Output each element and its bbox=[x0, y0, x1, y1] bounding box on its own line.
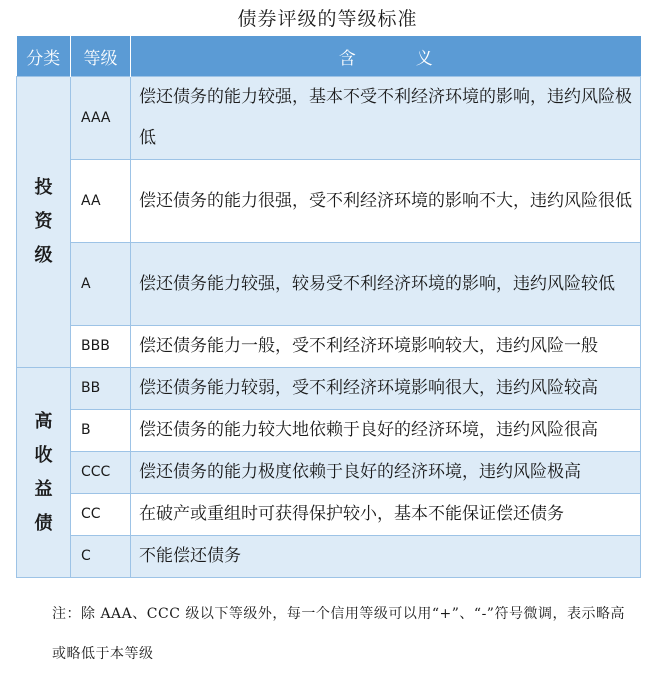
grade-cell: CC bbox=[71, 494, 131, 536]
category-label: 投资级 bbox=[34, 177, 53, 266]
category-cell bbox=[17, 77, 71, 368]
header-grade: 等级 bbox=[71, 36, 131, 77]
grade-cell: AA bbox=[71, 160, 131, 243]
table-row bbox=[17, 452, 641, 494]
footnote: 注：除 AAA、CCC 级以下等级外，每一个信用等级可以用“+”、“-”符号微调，表示略高或略低于本等级 bbox=[52, 606, 625, 662]
category-cell bbox=[17, 368, 71, 578]
table-row bbox=[17, 536, 641, 578]
grade-cell: AAA bbox=[71, 77, 131, 160]
grade-cell: BBB bbox=[71, 326, 131, 368]
meaning-cell: 偿还债务能力较弱，受不利经济环境影响很大，违约风险较高 bbox=[131, 368, 641, 410]
table-title: 债券评级的等级标准 bbox=[237, 8, 418, 30]
header-meaning: 含义 bbox=[131, 36, 641, 77]
grade-cell: C bbox=[71, 536, 131, 578]
table-row bbox=[17, 410, 641, 452]
grade-cell: A bbox=[71, 243, 131, 326]
meaning-cell: 在破产或重组时可获得保护较小，基本不能保证偿还债务 bbox=[131, 494, 641, 536]
grade-cell: BB bbox=[71, 368, 131, 410]
table-row bbox=[17, 160, 641, 243]
meaning-cell: 不能偿还债务 bbox=[131, 536, 641, 578]
category-label: 高收益债 bbox=[34, 410, 53, 534]
header-category: 分类 bbox=[17, 36, 71, 77]
meaning-cell: 偿还债务能力较强，较易受不利经济环境的影响，违约风险较低 bbox=[131, 243, 641, 326]
table-row bbox=[17, 326, 641, 368]
header-row bbox=[17, 36, 641, 77]
meaning-cell: 偿还债务的能力较强，基本不受不利经济环境的影响，违约风险极低 bbox=[131, 77, 641, 160]
table-row bbox=[17, 494, 641, 536]
meaning-cell: 偿还债务的能力很强，受不利经济环境的影响不大，违约风险很低 bbox=[131, 160, 641, 243]
meaning-cell: 偿还债务的能力较大地依赖于良好的经济环境，违约风险很高 bbox=[131, 410, 641, 452]
meaning-cell: 偿还债务能力一般，受不利经济环境影响较大，违约风险一般 bbox=[131, 326, 641, 368]
grade-cell: B bbox=[71, 410, 131, 452]
table-row bbox=[17, 368, 641, 410]
grade-cell: CCC bbox=[71, 452, 131, 494]
table-row bbox=[17, 243, 641, 326]
table-row bbox=[17, 77, 641, 160]
bond-rating-table bbox=[16, 36, 641, 578]
meaning-cell: 偿还债务的能力极度依赖于良好的经济环境，违约风险极高 bbox=[131, 452, 641, 494]
